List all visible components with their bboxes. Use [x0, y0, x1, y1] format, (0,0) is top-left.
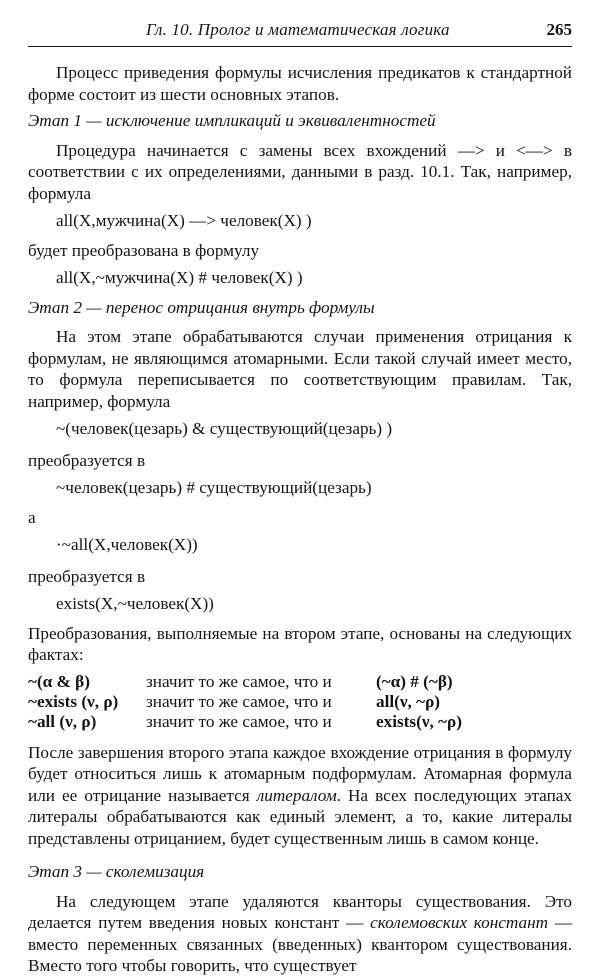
header-rule — [28, 46, 572, 47]
stage2-text2: преобразуется в — [28, 450, 146, 470]
page-number: 265 — [546, 20, 572, 39]
stage1-heading: Этап 1 — исключение импликаций и эквивалентностей — [28, 111, 436, 130]
intro-paragraph: Процесс приведения формулы исчисления предикатов к стандартной форме состоит из шести основных этапов. — [28, 63, 572, 104]
stage2-paragraph: На этом этапе обрабатываются случаи применения отрицания к формулам, не являющимся атомарными. Если такой случай имеет место, то формула переписывается по соответствующим правилам. Так, например, формула — [28, 327, 572, 411]
fact-middle: значит то же самое, что и — [146, 711, 332, 731]
stage2-formula2: ~человек(цезарь) # существующий(цезарь) — [56, 478, 372, 497]
fact-right: (~α) # (~β) — [376, 671, 453, 691]
facts-table — [28, 672, 572, 732]
fact-middle: значит то же самое, что и — [146, 671, 332, 691]
fact-middle: значит то же самое, что и — [146, 691, 332, 711]
stage1-formula1: all(X,мужчина(X) —> человек(X) ) — [56, 211, 312, 230]
stage2-text4: преобразуется в — [28, 566, 146, 586]
stage3-paragraph — [28, 891, 572, 977]
stage2-formula4: exists(X,~человек(X)) — [56, 594, 214, 613]
stage2-text3: а — [28, 507, 36, 527]
term-skolem-constants: сколемовских констант — [370, 913, 549, 932]
stage3-text-end: — вместо переменных связанных (введенных) квантором существования. Вместо того чтобы говорить, что существует — [28, 913, 573, 975]
stage2-formula1: ~(человек(цезарь) & существующий(цезарь) ) — [56, 419, 393, 438]
stage2-heading: Этап 2 — перенос отрицания внутрь формулы — [28, 297, 375, 317]
fact-left: ~(α & β) — [28, 671, 90, 691]
summary-text-end: . На всех последующих этапах литералы обрабатываются как единый элемент, а то, какие литералы представлены отрицанием, будет существенным лишь в самом конце. — [28, 785, 573, 848]
fact-left: ~exists (ν, ρ) — [28, 691, 119, 711]
summary-text: После завершения второго этапа каждое вхождение отрицания в формулу будет относиться лишь к атомарным подформулам. Атомарная формула или ее отрицание называется — [28, 742, 572, 805]
fact-right: all(ν, ~ρ) — [376, 691, 440, 711]
term-literal: литералом — [256, 785, 337, 805]
stage1-paragraph: Процедура начинается с замены всех вхождений —> и <—> в соответствии с их определениями, данными в разд. 10.1. Так, например, формула — [28, 140, 572, 203]
page-body — [28, 62, 572, 977]
chapter-title: Гл. 10. Пролог и математическая логика — [146, 20, 450, 39]
stage3-heading: Этап 3 — сколемизация — [28, 862, 205, 881]
facts-intro: Преобразования, выполняемые на втором этапе, основаны на следующих фактах: — [28, 623, 572, 664]
fact-row — [28, 692, 572, 712]
stage1-formula2: all(X,~мужчина(X) # человек(X) ) — [56, 268, 303, 287]
stage2-formula3: ·~all(X,человек(X)) — [56, 535, 198, 554]
fact-row — [28, 712, 572, 732]
stage3-text: На следующем этапе удаляются кванторы существования. Это делается путем введения новых констант — — [28, 891, 572, 932]
fact-left: ~all (ν, ρ) — [28, 711, 97, 731]
stage1-text2: будет преобразована в формулу — [28, 240, 260, 260]
fact-right: exists(ν, ~ρ) — [376, 711, 462, 731]
running-header — [28, 10, 572, 50]
fact-row — [28, 672, 572, 692]
stage2-summary — [28, 742, 572, 850]
